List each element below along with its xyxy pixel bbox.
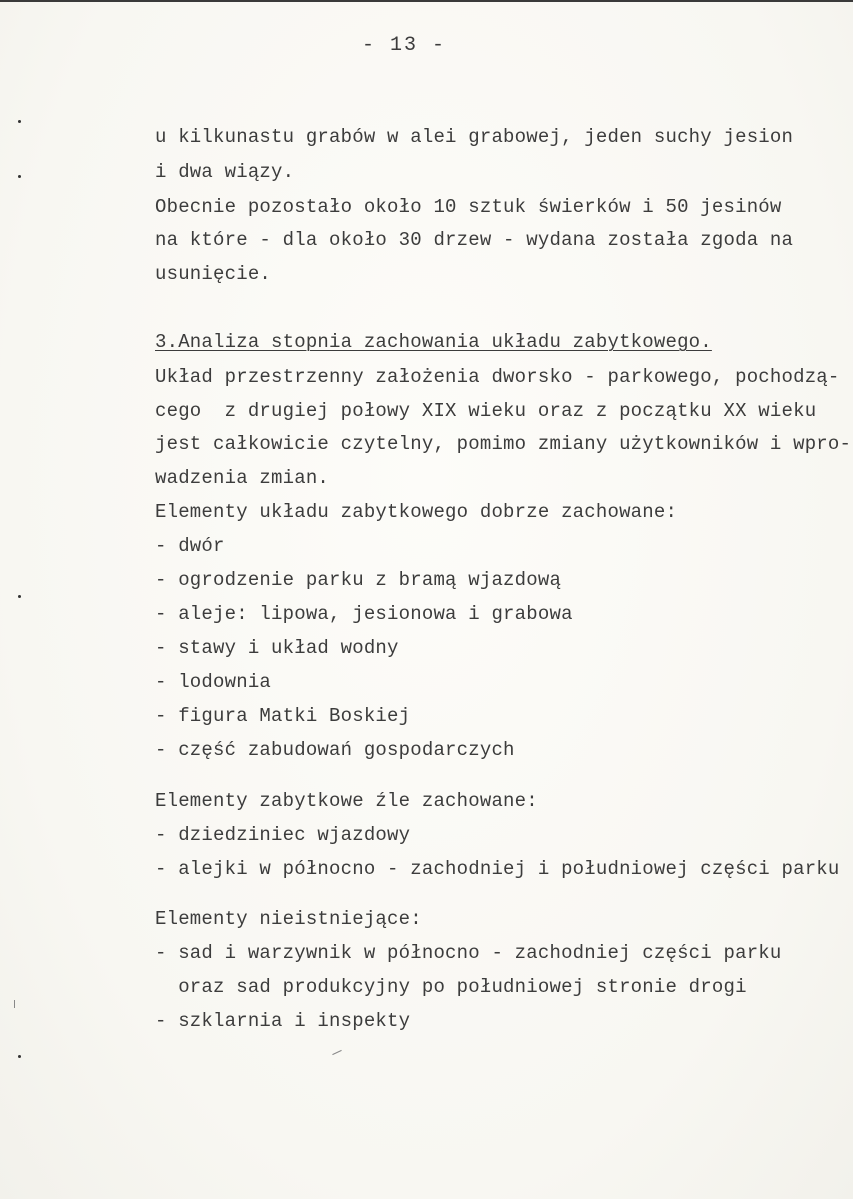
text-line: u kilkunastu grabów w alei grabowej, jeden suchy jesion xyxy=(155,126,794,148)
scan-mark xyxy=(332,1050,341,1055)
list-item: - stawy i układ wodny xyxy=(155,637,399,659)
list-item: - ogrodzenie parku z bramą wjazdową xyxy=(155,569,562,591)
text-line: wadzenia zmian. xyxy=(155,467,330,489)
list-item: - szklarnia i inspekty xyxy=(155,1010,411,1032)
text-line: usunięcie. xyxy=(155,263,272,285)
page-number: - 13 - xyxy=(362,34,447,57)
text-line: i dwa wiązy. xyxy=(155,161,295,183)
text-line: jest całkowicie czytelny, pomimo zmiany użytkowników i wpro- xyxy=(155,433,852,455)
text-line: Układ przestrzenny założenia dworsko - parkowego, pochodzą- xyxy=(155,366,840,388)
text-line: Elementy nieistniejące: xyxy=(155,908,422,930)
list-item: - dwór xyxy=(155,535,225,557)
list-item: - część zabudowań gospodarczych xyxy=(155,739,515,761)
list-item: - dziedziniec wjazdowy xyxy=(155,824,411,846)
list-item: - figura Matki Boskiej xyxy=(155,705,411,727)
text-line: Elementy układu zabytkowego dobrze zachowane: xyxy=(155,501,678,523)
section-heading: 3.Analiza stopnia zachowania układu zabytkowego. xyxy=(155,331,712,353)
list-item: - alejki w północno - zachodniej i południowej części parku xyxy=(155,858,840,880)
text-line: cego z drugiej połowy XIX wieku oraz z początku XX wieku xyxy=(155,400,817,422)
punch-hole-mark xyxy=(18,120,21,123)
list-item: - lodownia xyxy=(155,671,272,693)
punch-hole-mark xyxy=(18,175,21,178)
list-item: - aleje: lipowa, jesionowa i grabowa xyxy=(155,603,573,625)
text-line: Obecnie pozostało około 10 sztuk świerków i 50 jesinów xyxy=(155,196,782,218)
text-line: Elementy zabytkowe źle zachowane: xyxy=(155,790,538,812)
list-item: - sad i warzywnik w północno - zachodniej części parku xyxy=(155,942,782,964)
punch-hole-mark xyxy=(18,1055,21,1058)
scan-mark xyxy=(14,1000,15,1008)
page-edge xyxy=(0,0,853,2)
list-item: oraz sad produkcyjny po południowej stronie drogi xyxy=(155,976,747,998)
punch-hole-mark xyxy=(18,595,21,598)
text-line: na które - dla około 30 drzew - wydana została zgoda na xyxy=(155,229,794,251)
